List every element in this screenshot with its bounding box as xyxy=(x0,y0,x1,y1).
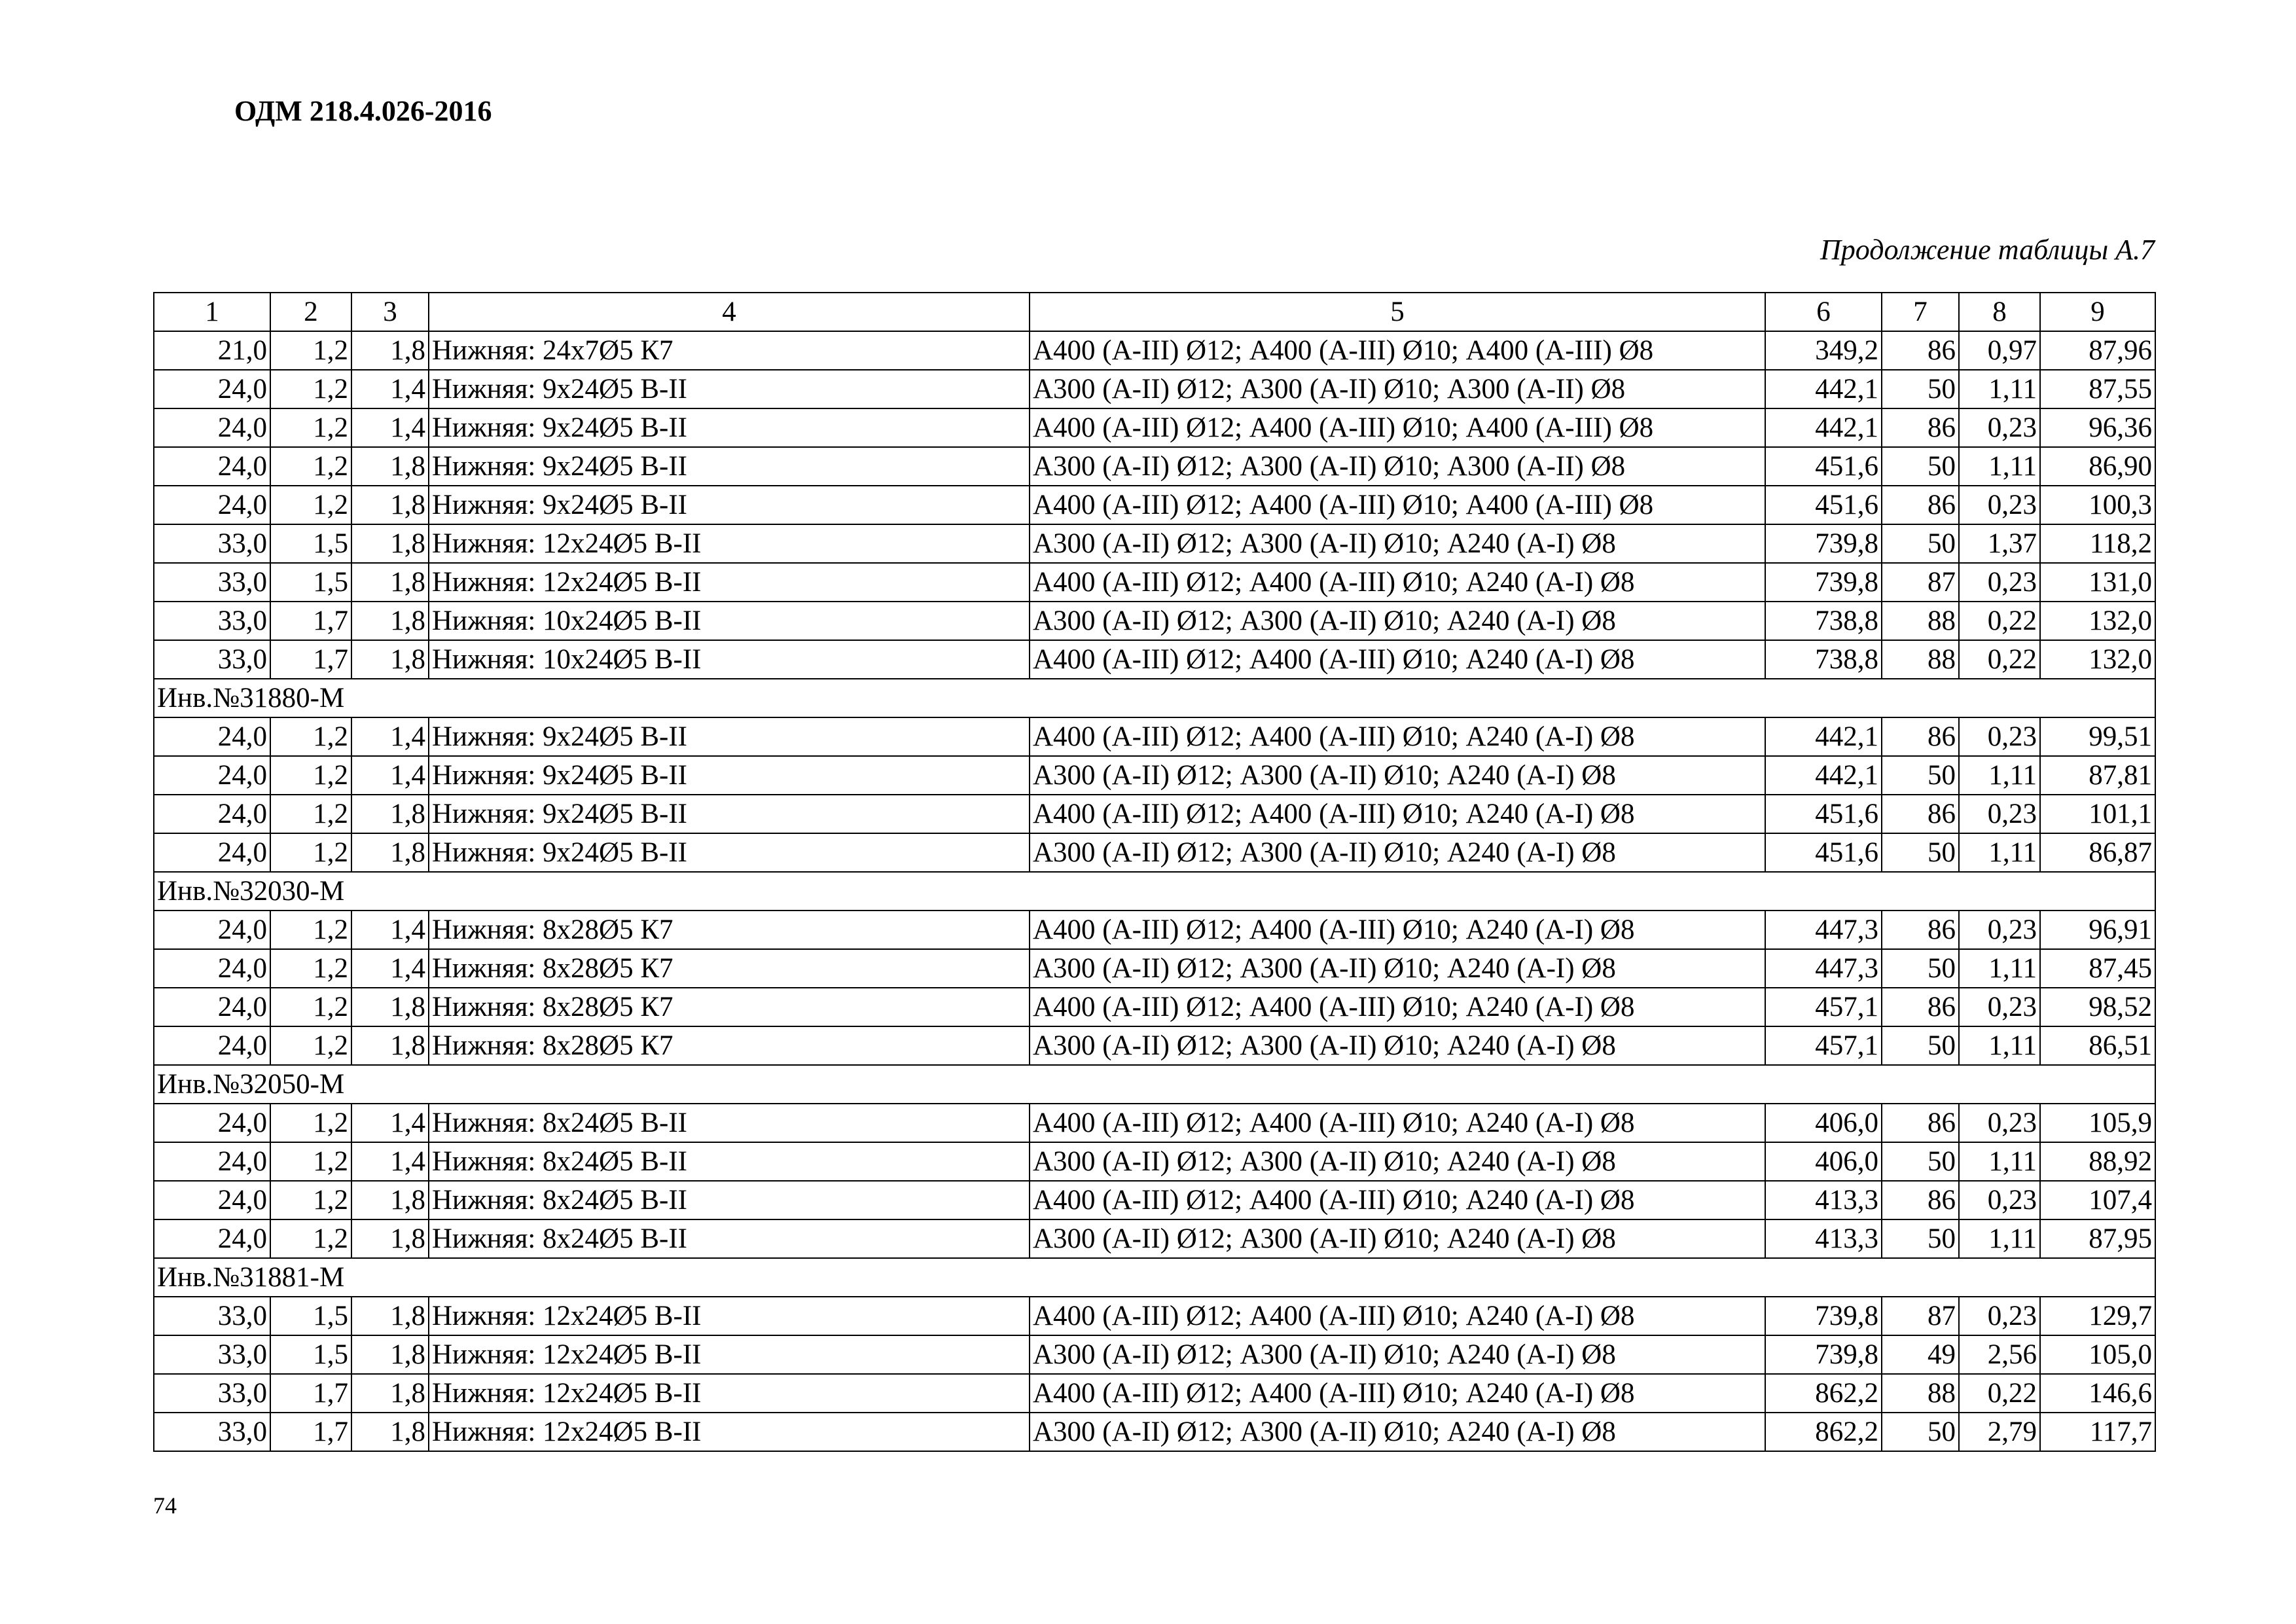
cell-col-4: Нижняя: 8x24Ø5 В-II xyxy=(429,1142,1030,1181)
cell-col-4: Нижняя: 12x24Ø5 В-II xyxy=(429,1374,1030,1413)
cell-col-4: Нижняя: 12x24Ø5 В-II xyxy=(429,1413,1030,1451)
table-row xyxy=(154,640,2155,679)
cell-col-9: 117,7 xyxy=(2040,1413,2155,1451)
cell-col-8: 1,11 xyxy=(1959,1026,2040,1065)
cell-col-5: А300 (А-II) Ø12; А300 (А-II) Ø10; А240 (А-I) Ø8 xyxy=(1030,1219,1765,1258)
cell-col-6: 457,1 xyxy=(1765,1026,1882,1065)
cell-col-5: А300 (А-II) Ø12; А300 (А-II) Ø10; А300 (А-II) Ø8 xyxy=(1030,370,1765,408)
cell-col-5: А300 (А-II) Ø12; А300 (А-II) Ø10; А240 (А-I) Ø8 xyxy=(1030,1142,1765,1181)
cell-col-8: 0,23 xyxy=(1959,1297,2040,1335)
cell-col-6: 447,3 xyxy=(1765,949,1882,988)
cell-col-6: 862,2 xyxy=(1765,1413,1882,1451)
cell-col-5: А300 (А-II) Ø12; А300 (А-II) Ø10; А240 (А-I) Ø8 xyxy=(1030,756,1765,795)
cell-col-4: Нижняя: 9x24Ø5 В-II xyxy=(429,717,1030,756)
cell-col-2: 1,2 xyxy=(270,949,351,988)
table-row xyxy=(154,1374,2155,1413)
cell-col-3: 1,8 xyxy=(351,1374,429,1413)
cell-col-7: 88 xyxy=(1882,602,1959,640)
cell-col-6: 738,8 xyxy=(1765,602,1882,640)
cell-col-2: 1,5 xyxy=(270,1297,351,1335)
cell-col-9: 96,91 xyxy=(2040,911,2155,949)
cell-col-9: 100,3 xyxy=(2040,486,2155,524)
cell-col-5: А400 (А-III) Ø12; А400 (А-III) Ø10; А240 (А-I) Ø8 xyxy=(1030,988,1765,1026)
cell-col-6: 451,6 xyxy=(1765,833,1882,872)
cell-col-8: 0,23 xyxy=(1959,1104,2040,1142)
cell-col-1: 33,0 xyxy=(154,1297,270,1335)
cell-col-3: 1,8 xyxy=(351,1181,429,1219)
cell-col-5: А300 (А-II) Ø12; А300 (А-II) Ø10; А240 (А-I) Ø8 xyxy=(1030,1335,1765,1374)
document-code: ОДМ 218.4.026-2016 xyxy=(234,95,492,127)
cell-col-3: 1,8 xyxy=(351,833,429,872)
cell-col-5: А300 (А-II) Ø12; А300 (А-II) Ø10; А300 (А-II) Ø8 xyxy=(1030,447,1765,486)
column-header-2: 2 xyxy=(270,293,351,331)
cell-col-9: 86,87 xyxy=(2040,833,2155,872)
cell-col-6: 406,0 xyxy=(1765,1142,1882,1181)
group-header-row xyxy=(154,679,2155,717)
table-row xyxy=(154,563,2155,602)
cell-col-2: 1,2 xyxy=(270,1181,351,1219)
table-row xyxy=(154,602,2155,640)
table-continuation-caption: Продолжение таблицы А.7 xyxy=(1820,234,2155,266)
cell-col-9: 86,51 xyxy=(2040,1026,2155,1065)
cell-col-3: 1,8 xyxy=(351,602,429,640)
cell-col-6: 349,2 xyxy=(1765,331,1882,370)
cell-col-5: А400 (А-III) Ø12; А400 (А-III) Ø10; А240 (А-I) Ø8 xyxy=(1030,1181,1765,1219)
cell-col-2: 1,2 xyxy=(270,370,351,408)
cell-col-1: 24,0 xyxy=(154,1219,270,1258)
cell-col-1: 24,0 xyxy=(154,949,270,988)
cell-col-2: 1,2 xyxy=(270,447,351,486)
cell-col-8: 1,11 xyxy=(1959,949,2040,988)
cell-col-8: 2,79 xyxy=(1959,1413,2040,1451)
cell-col-3: 1,8 xyxy=(351,1026,429,1065)
cell-col-2: 1,2 xyxy=(270,911,351,949)
group-inventory-label: Инв.№31880-М xyxy=(154,679,2155,717)
cell-col-3: 1,8 xyxy=(351,640,429,679)
cell-col-7: 86 xyxy=(1882,1104,1959,1142)
table-row xyxy=(154,1181,2155,1219)
cell-col-2: 1,2 xyxy=(270,408,351,447)
cell-col-1: 33,0 xyxy=(154,1374,270,1413)
cell-col-4: Нижняя: 9x24Ø5 В-II xyxy=(429,447,1030,486)
cell-col-7: 86 xyxy=(1882,1181,1959,1219)
table-row xyxy=(154,756,2155,795)
cell-col-1: 33,0 xyxy=(154,1335,270,1374)
cell-col-6: 451,6 xyxy=(1765,447,1882,486)
cell-col-4: Нижняя: 8x28Ø5 К7 xyxy=(429,1026,1030,1065)
table-row xyxy=(154,795,2155,833)
cell-col-6: 442,1 xyxy=(1765,408,1882,447)
cell-col-6: 442,1 xyxy=(1765,756,1882,795)
cell-col-3: 1,4 xyxy=(351,1104,429,1142)
cell-col-4: Нижняя: 8x28Ø5 К7 xyxy=(429,949,1030,988)
cell-col-2: 1,2 xyxy=(270,331,351,370)
cell-col-4: Нижняя: 12x24Ø5 В-II xyxy=(429,1297,1030,1335)
cell-col-8: 1,11 xyxy=(1959,756,2040,795)
cell-col-2: 1,5 xyxy=(270,563,351,602)
cell-col-7: 86 xyxy=(1882,331,1959,370)
group-inventory-label: Инв.№32030-М xyxy=(154,872,2155,911)
cell-col-5: А400 (А-III) Ø12; А400 (А-III) Ø10; А400 (А-III) Ø8 xyxy=(1030,408,1765,447)
cell-col-4: Нижняя: 12x24Ø5 В-II xyxy=(429,524,1030,563)
cell-col-9: 101,1 xyxy=(2040,795,2155,833)
cell-col-4: Нижняя: 9x24Ø5 В-II xyxy=(429,370,1030,408)
cell-col-9: 99,51 xyxy=(2040,717,2155,756)
cell-col-5: А300 (А-II) Ø12; А300 (А-II) Ø10; А240 (А-I) Ø8 xyxy=(1030,1026,1765,1065)
cell-col-5: А400 (А-III) Ø12; А400 (А-III) Ø10; А240 (А-I) Ø8 xyxy=(1030,1104,1765,1142)
table-row xyxy=(154,911,2155,949)
cell-col-3: 1,8 xyxy=(351,1413,429,1451)
cell-col-5: А300 (А-II) Ø12; А300 (А-II) Ø10; А240 (А-I) Ø8 xyxy=(1030,949,1765,988)
cell-col-3: 1,8 xyxy=(351,447,429,486)
cell-col-4: Нижняя: 12x24Ø5 В-II xyxy=(429,563,1030,602)
cell-col-2: 1,7 xyxy=(270,1374,351,1413)
cell-col-4: Нижняя: 8x28Ø5 К7 xyxy=(429,911,1030,949)
cell-col-4: Нижняя: 8x28Ø5 К7 xyxy=(429,988,1030,1026)
cell-col-4: Нижняя: 8x24Ø5 В-II xyxy=(429,1181,1030,1219)
cell-col-4: Нижняя: 9x24Ø5 В-II xyxy=(429,408,1030,447)
cell-col-8: 1,11 xyxy=(1959,447,2040,486)
cell-col-7: 50 xyxy=(1882,756,1959,795)
cell-col-3: 1,4 xyxy=(351,408,429,447)
cell-col-5: А300 (А-II) Ø12; А300 (А-II) Ø10; А240 (А-I) Ø8 xyxy=(1030,833,1765,872)
cell-col-5: А300 (А-II) Ø12; А300 (А-II) Ø10; А240 (А-I) Ø8 xyxy=(1030,1413,1765,1451)
cell-col-2: 1,2 xyxy=(270,1104,351,1142)
cell-col-2: 1,2 xyxy=(270,486,351,524)
cell-col-1: 24,0 xyxy=(154,370,270,408)
cell-col-7: 86 xyxy=(1882,988,1959,1026)
cell-col-6: 442,1 xyxy=(1765,370,1882,408)
cell-col-7: 86 xyxy=(1882,911,1959,949)
cell-col-2: 1,2 xyxy=(270,717,351,756)
column-header-3: 3 xyxy=(351,293,429,331)
cell-col-9: 86,90 xyxy=(2040,447,2155,486)
table-row xyxy=(154,331,2155,370)
cell-col-4: Нижняя: 10x24Ø5 В-II xyxy=(429,640,1030,679)
cell-col-2: 1,7 xyxy=(270,602,351,640)
cell-col-4: Нижняя: 9x24Ø5 В-II xyxy=(429,833,1030,872)
column-header-9: 9 xyxy=(2040,293,2155,331)
cell-col-8: 0,23 xyxy=(1959,988,2040,1026)
cell-col-3: 1,4 xyxy=(351,1142,429,1181)
cell-col-1: 24,0 xyxy=(154,911,270,949)
reinforcement-table xyxy=(153,292,2156,1452)
cell-col-5: А300 (А-II) Ø12; А300 (А-II) Ø10; А240 (А-I) Ø8 xyxy=(1030,602,1765,640)
cell-col-9: 87,95 xyxy=(2040,1219,2155,1258)
cell-col-9: 105,0 xyxy=(2040,1335,2155,1374)
cell-col-6: 739,8 xyxy=(1765,524,1882,563)
table-row xyxy=(154,370,2155,408)
cell-col-5: А400 (А-III) Ø12; А400 (А-III) Ø10; А240 (А-I) Ø8 xyxy=(1030,1374,1765,1413)
group-inventory-label: Инв.№31881-М xyxy=(154,1258,2155,1297)
cell-col-1: 24,0 xyxy=(154,795,270,833)
cell-col-7: 50 xyxy=(1882,447,1959,486)
cell-col-9: 132,0 xyxy=(2040,640,2155,679)
cell-col-7: 49 xyxy=(1882,1335,1959,1374)
cell-col-1: 24,0 xyxy=(154,717,270,756)
group-header-row xyxy=(154,872,2155,911)
cell-col-4: Нижняя: 8x24Ø5 В-II xyxy=(429,1104,1030,1142)
cell-col-1: 33,0 xyxy=(154,524,270,563)
column-header-1: 1 xyxy=(154,293,270,331)
cell-col-1: 33,0 xyxy=(154,602,270,640)
cell-col-2: 1,2 xyxy=(270,833,351,872)
cell-col-1: 33,0 xyxy=(154,1413,270,1451)
cell-col-6: 451,6 xyxy=(1765,486,1882,524)
cell-col-8: 1,11 xyxy=(1959,370,2040,408)
table-body xyxy=(154,293,2155,1451)
cell-col-4: Нижняя: 10x24Ø5 В-II xyxy=(429,602,1030,640)
cell-col-1: 24,0 xyxy=(154,1142,270,1181)
cell-col-1: 24,0 xyxy=(154,447,270,486)
cell-col-1: 24,0 xyxy=(154,1026,270,1065)
cell-col-9: 129,7 xyxy=(2040,1297,2155,1335)
cell-col-9: 146,6 xyxy=(2040,1374,2155,1413)
cell-col-8: 1,11 xyxy=(1959,1219,2040,1258)
cell-col-2: 1,2 xyxy=(270,1219,351,1258)
cell-col-3: 1,8 xyxy=(351,1297,429,1335)
cell-col-8: 1,11 xyxy=(1959,833,2040,872)
cell-col-9: 105,9 xyxy=(2040,1104,2155,1142)
cell-col-6: 862,2 xyxy=(1765,1374,1882,1413)
cell-col-7: 87 xyxy=(1882,563,1959,602)
cell-col-5: А400 (А-III) Ø12; А400 (А-III) Ø10; А400 (А-III) Ø8 xyxy=(1030,331,1765,370)
cell-col-4: Нижняя: 8x24Ø5 В-II xyxy=(429,1219,1030,1258)
cell-col-8: 0,22 xyxy=(1959,602,2040,640)
cell-col-2: 1,2 xyxy=(270,795,351,833)
column-header-5: 5 xyxy=(1030,293,1765,331)
cell-col-7: 50 xyxy=(1882,1026,1959,1065)
cell-col-1: 24,0 xyxy=(154,486,270,524)
cell-col-4: Нижняя: 9x24Ø5 В-II xyxy=(429,756,1030,795)
cell-col-8: 0,23 xyxy=(1959,408,2040,447)
cell-col-6: 739,8 xyxy=(1765,1335,1882,1374)
cell-col-6: 739,8 xyxy=(1765,1297,1882,1335)
table-row xyxy=(154,408,2155,447)
cell-col-1: 24,0 xyxy=(154,408,270,447)
cell-col-3: 1,8 xyxy=(351,331,429,370)
column-header-6: 6 xyxy=(1765,293,1882,331)
column-header-row xyxy=(154,293,2155,331)
cell-col-7: 50 xyxy=(1882,1413,1959,1451)
cell-col-1: 24,0 xyxy=(154,1104,270,1142)
cell-col-7: 88 xyxy=(1882,1374,1959,1413)
cell-col-7: 50 xyxy=(1882,370,1959,408)
cell-col-3: 1,4 xyxy=(351,756,429,795)
cell-col-1: 24,0 xyxy=(154,988,270,1026)
cell-col-6: 413,3 xyxy=(1765,1181,1882,1219)
cell-col-3: 1,8 xyxy=(351,1219,429,1258)
cell-col-7: 50 xyxy=(1882,833,1959,872)
cell-col-6: 442,1 xyxy=(1765,717,1882,756)
cell-col-8: 0,22 xyxy=(1959,640,2040,679)
cell-col-2: 1,5 xyxy=(270,524,351,563)
cell-col-9: 87,96 xyxy=(2040,331,2155,370)
cell-col-2: 1,2 xyxy=(270,1026,351,1065)
table-row xyxy=(154,988,2155,1026)
cell-col-9: 98,52 xyxy=(2040,988,2155,1026)
cell-col-8: 1,11 xyxy=(1959,1142,2040,1181)
cell-col-8: 0,23 xyxy=(1959,717,2040,756)
cell-col-5: А400 (А-III) Ø12; А400 (А-III) Ø10; А240 (А-I) Ø8 xyxy=(1030,1297,1765,1335)
cell-col-3: 1,8 xyxy=(351,795,429,833)
group-inventory-label: Инв.№32050-М xyxy=(154,1065,2155,1104)
cell-col-6: 451,6 xyxy=(1765,795,1882,833)
cell-col-7: 86 xyxy=(1882,408,1959,447)
table-row xyxy=(154,833,2155,872)
cell-col-8: 0,23 xyxy=(1959,1181,2040,1219)
cell-col-6: 457,1 xyxy=(1765,988,1882,1026)
cell-col-1: 24,0 xyxy=(154,756,270,795)
cell-col-5: А400 (А-III) Ø12; А400 (А-III) Ø10; А240 (А-I) Ø8 xyxy=(1030,717,1765,756)
table-row xyxy=(154,1297,2155,1335)
table-row xyxy=(154,1104,2155,1142)
table-row xyxy=(154,486,2155,524)
cell-col-1: 24,0 xyxy=(154,833,270,872)
table-row xyxy=(154,524,2155,563)
cell-col-3: 1,4 xyxy=(351,370,429,408)
cell-col-5: А400 (А-III) Ø12; А400 (А-III) Ø10; А240 (А-I) Ø8 xyxy=(1030,795,1765,833)
cell-col-8: 0,23 xyxy=(1959,911,2040,949)
cell-col-9: 87,45 xyxy=(2040,949,2155,988)
table-row xyxy=(154,949,2155,988)
cell-col-8: 0,23 xyxy=(1959,486,2040,524)
table-row xyxy=(154,1142,2155,1181)
cell-col-9: 87,81 xyxy=(2040,756,2155,795)
cell-col-3: 1,8 xyxy=(351,988,429,1026)
group-header-row xyxy=(154,1065,2155,1104)
cell-col-3: 1,4 xyxy=(351,717,429,756)
cell-col-4: Нижняя: 9x24Ø5 В-II xyxy=(429,795,1030,833)
cell-col-6: 447,3 xyxy=(1765,911,1882,949)
cell-col-9: 96,36 xyxy=(2040,408,2155,447)
cell-col-2: 1,7 xyxy=(270,1413,351,1451)
cell-col-8: 0,23 xyxy=(1959,563,2040,602)
cell-col-5: А300 (А-II) Ø12; А300 (А-II) Ø10; А240 (А-I) Ø8 xyxy=(1030,524,1765,563)
cell-col-3: 1,4 xyxy=(351,949,429,988)
cell-col-1: 21,0 xyxy=(154,331,270,370)
column-header-7: 7 xyxy=(1882,293,1959,331)
cell-col-3: 1,8 xyxy=(351,563,429,602)
cell-col-5: А400 (А-III) Ø12; А400 (А-III) Ø10; А400 (А-III) Ø8 xyxy=(1030,486,1765,524)
cell-col-7: 86 xyxy=(1882,717,1959,756)
cell-col-7: 88 xyxy=(1882,640,1959,679)
cell-col-3: 1,8 xyxy=(351,1335,429,1374)
cell-col-7: 87 xyxy=(1882,1297,1959,1335)
cell-col-3: 1,8 xyxy=(351,524,429,563)
cell-col-5: А400 (А-III) Ø12; А400 (А-III) Ø10; А240 (А-I) Ø8 xyxy=(1030,911,1765,949)
cell-col-7: 86 xyxy=(1882,795,1959,833)
table-row xyxy=(154,1413,2155,1451)
cell-col-2: 1,5 xyxy=(270,1335,351,1374)
cell-col-5: А400 (А-III) Ø12; А400 (А-III) Ø10; А240 (А-I) Ø8 xyxy=(1030,640,1765,679)
group-header-row xyxy=(154,1258,2155,1297)
page-number: 74 xyxy=(153,1492,177,1519)
cell-col-2: 1,2 xyxy=(270,1142,351,1181)
cell-col-6: 413,3 xyxy=(1765,1219,1882,1258)
cell-col-6: 738,8 xyxy=(1765,640,1882,679)
table-row xyxy=(154,1219,2155,1258)
cell-col-8: 0,23 xyxy=(1959,795,2040,833)
cell-col-8: 2,56 xyxy=(1959,1335,2040,1374)
cell-col-9: 131,0 xyxy=(2040,563,2155,602)
cell-col-9: 132,0 xyxy=(2040,602,2155,640)
cell-col-9: 87,55 xyxy=(2040,370,2155,408)
cell-col-7: 50 xyxy=(1882,1219,1959,1258)
cell-col-1: 33,0 xyxy=(154,563,270,602)
cell-col-1: 33,0 xyxy=(154,640,270,679)
cell-col-8: 0,22 xyxy=(1959,1374,2040,1413)
cell-col-6: 406,0 xyxy=(1765,1104,1882,1142)
table-row xyxy=(154,1026,2155,1065)
cell-col-8: 0,97 xyxy=(1959,331,2040,370)
cell-col-5: А400 (А-III) Ø12; А400 (А-III) Ø10; А240 (А-I) Ø8 xyxy=(1030,563,1765,602)
cell-col-3: 1,8 xyxy=(351,486,429,524)
cell-col-9: 88,92 xyxy=(2040,1142,2155,1181)
column-header-4: 4 xyxy=(429,293,1030,331)
table-row xyxy=(154,717,2155,756)
cell-col-7: 50 xyxy=(1882,524,1959,563)
cell-col-4: Нижняя: 24x7Ø5 К7 xyxy=(429,331,1030,370)
cell-col-2: 1,7 xyxy=(270,640,351,679)
cell-col-3: 1,4 xyxy=(351,911,429,949)
table-row xyxy=(154,1335,2155,1374)
cell-col-7: 50 xyxy=(1882,949,1959,988)
cell-col-2: 1,2 xyxy=(270,988,351,1026)
cell-col-1: 24,0 xyxy=(154,1181,270,1219)
cell-col-7: 86 xyxy=(1882,486,1959,524)
cell-col-9: 118,2 xyxy=(2040,524,2155,563)
cell-col-2: 1,2 xyxy=(270,756,351,795)
cell-col-8: 1,37 xyxy=(1959,524,2040,563)
column-header-8: 8 xyxy=(1959,293,2040,331)
cell-col-9: 107,4 xyxy=(2040,1181,2155,1219)
cell-col-4: Нижняя: 9x24Ø5 В-II xyxy=(429,486,1030,524)
cell-col-7: 50 xyxy=(1882,1142,1959,1181)
table-row xyxy=(154,447,2155,486)
cell-col-4: Нижняя: 12x24Ø5 В-II xyxy=(429,1335,1030,1374)
cell-col-6: 739,8 xyxy=(1765,563,1882,602)
